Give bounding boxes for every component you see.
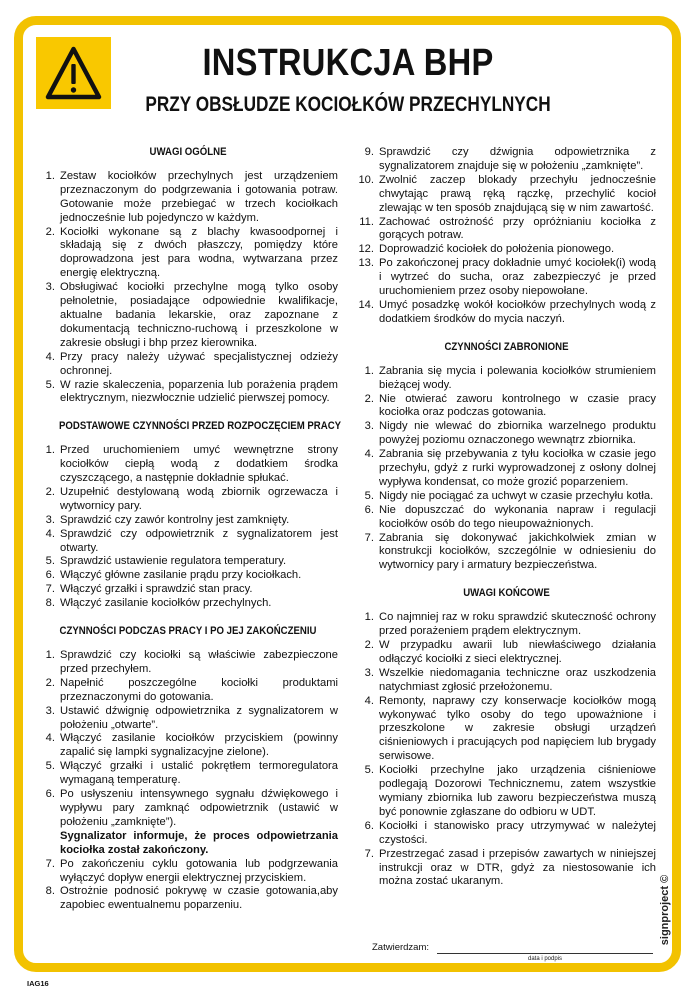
list-item: 4. Zabrania się przebywania z tyłu kociołka w czasie jego przechyłu, gdyż z rurki wyprowadzonej z osłony dolnej wypływa kondensat, co może grozić poparzeniem. (364, 448, 656, 488)
list-item: 6. Kociołki i stanowisko pracy utrzymywać w należytej czystości. (364, 819, 656, 846)
list-item: 7. Po zakończeniu cyklu gotowania lub podgrzewania wyłączyć dopływ energii elektrycznej przyciskiem. (45, 857, 338, 884)
list-item: 9. Sprawdzić czy dźwignia odpowietrznika z sygnalizatorem znajduje się w położeniu „zamknięte”. (364, 146, 656, 172)
list-item: 2. Kociołki wykonane są z blachy kwasoodpornej i składają się z dwóch płaszczy, pomiędzy które doprowadzona jest para wodna, wytwarzana przez energię elektryczną. (45, 225, 338, 280)
section-heading-general: UWAGI OGÓLNE (149, 146, 227, 158)
list-item: 3. Obsługiwać kociołki przechylne mogą tylko osoby pełnoletnie, posiadające odpowiednie kwalifikacje, aktualne badania lekarskie, oraz zapoznane z dokumentacją techniczno-ruchową i przeszkolone w zakresie obsługi i bhp przez kierownika. (45, 281, 338, 349)
list-item: 1. Zabrania się mycia i polewania kociołków strumieniem bieżącej wody. (364, 364, 656, 391)
list-item: 5. Sprawdzić ustawienie regulatora temperatury. (45, 555, 287, 568)
list-item: 3. Ustawić dźwignię odpowietrznika z sygnalizatorem w położeniu „otwarte”. (45, 704, 338, 731)
page-title: INSTRUKCJA BHP (202, 42, 494, 84)
list-item: 4. Przy pracy należy używać specjalistycznej odzieży ochronnej. (45, 350, 338, 377)
list-item: 3. Sprawdzić czy zawór kontrolny jest zamknięty. (45, 513, 290, 526)
list-item: 5. Włączyć grzałki i ustalić pokrętłem termoregulatora wymaganą temperaturę. (45, 760, 338, 787)
list-item: 5. Kociołki przechylne jako urządzenia ciśnieniowe podlegają Dozorowi Technicznemu, zatem wszystkie wymiany zbiornika lub zaworu bezpieczeństwa muszą być ponownie zgłaszane do odbioru w UDT. (364, 764, 656, 818)
list-item: 12. Doprowadzić kociołek do położenia pionowego. (358, 243, 615, 256)
list-item: 1. Przed uruchomieniem umyć wewnętrzne strony kociołków ciepłą wodą z dodatkiem środka czyszczącego, a następnie dokładnie spłukać. (45, 444, 338, 485)
list-item: 4. Włączyć zasilanie kociołków przyciskiem (powinny zapalić się lampki sygnalizacyjne zielone). (45, 732, 338, 759)
list-item: 2. W przypadku awarii lub niewłaściwego działania odłączyć kociołki z sieci elektrycznej. (364, 639, 656, 665)
list-item: 4. Sprawdzić czy odpowietrznik z sygnalizatorem jest otwarty. (45, 527, 338, 554)
brand-text: signproject © (659, 874, 671, 946)
list-item: 8. Ostrożnie podnosić pokrywę w czasie gotowania,aby zapobiec ewentualnemu poparzeniu. (45, 885, 338, 912)
list-item: 3. Nigdy nie wlewać do zbiornika warzelnego produktu powyżej poziomu oznaczonego wewnątrz zbiornika. (364, 420, 656, 447)
list-item: 13. Po zakończonej pracy dokładnie umyć kociołek(i) wodą i wytrzeć do sucha, oraz zabezpieczyć je przed uruchomieniem przez osoby niepowołane. (358, 257, 656, 298)
section-heading-before-work: PODSTAWOWE CZYNNOŚCI PRZED ROZPOCZĘCIEM PRACY (59, 420, 342, 433)
list-item: 6. Nie dopuszczać do wykonania napraw i regulacji kociołków osób do tego nieupoważnionych. (364, 503, 656, 530)
list-item: 2. Nie otwierać zaworu kontrolnego w czasie pracy kociołka oraz podczas gotowania. (364, 392, 656, 419)
final-list (357, 611, 656, 889)
bold-note: Sygnalizator informuje, że proces odpowietrzania kociołka został zakończony. (60, 829, 338, 856)
list-item: 8. Włączyć zasilanie kociołków przechylnych. (45, 597, 272, 610)
date-sign-label: data i podpis (528, 956, 563, 962)
list-item: 5. W razie skaleczenia, poparzenia lub porażenia prądem elektrycznym, niezwłocznie udzielić pierwszej pomocy. (45, 378, 338, 405)
list-item: 5. Nigdy nie pociągać za uchwyt w czasie przechyłu kotła. (364, 489, 654, 502)
section-heading-forbidden: CZYNNOŚCI ZABRONIONE (444, 340, 569, 353)
general-list (38, 170, 338, 406)
list-item: 2. Napełnić poszczególne kociołki produktami przeznaczonymi do gotowania. (45, 676, 338, 703)
list-item: 7. Przestrzegać zasad i przepisów zawartych w niniejszej instrukcji oraz w DTR, gdyż za niestosowanie ich można zostać ukaranym. (364, 847, 656, 888)
list-item: 7. Włączyć grzałki i sprawdzić stan pracy. (45, 583, 253, 596)
list-item: 1. Co najmniej raz w roku sprawdzić skuteczność ochrony przed porażeniem prądem elektrycznym. (364, 611, 656, 638)
left-column (38, 146, 342, 927)
list-item: 6. Włączyć główne zasilanie prądu przy kociołkach. (45, 569, 302, 582)
section-heading-during-work: CZYNNOŚCI PODCZAS PRACY I PO JEJ ZAKOŃCZENIU (59, 625, 317, 638)
list-item: 6. Po usłyszeniu intensywnego sygnału dźwiękowego i wypływu pary zamknąć odpowietrznik (ustawić w położeniu „zamknięte”). Sygnalizator informuje, że proces odpowietrzania kociołka został zakończony. (45, 788, 338, 856)
list-item: 4. Remonty, naprawy czy konserwacje kociołków mogą wykonywać tylko osoby do tego upoważnione i przeszkolone w zakresie obsługi urządzeń ciśnieniowych i pracujących pod napięciem lub brygady serwisowe. (364, 694, 656, 763)
page-subtitle: PRZY OBSŁUDZE KOCIOŁKÓW PRZECHYLNYCH (145, 93, 551, 116)
before-work-list (38, 444, 338, 611)
list-item: 7. Zabrania się dokonywać jakichkolwiek zmian w konstrukcji kociołków, szczególnie w odniesieniu do wytwornicy pary i armatury bezpieczeństwa. (364, 531, 656, 572)
list-item: 10. Zwolnić zaczep blokady przechyłu jednocześnie chwytając prawą ręką rączkę, przechylić kocioł zlewając w ten sposób znajdującą się w nim zawartość. (358, 173, 656, 214)
during-work-list (38, 649, 338, 913)
during-work-list-continued (357, 146, 656, 327)
warning-triangle-icon (36, 37, 111, 109)
approve-label: Zatwierdzam: (372, 942, 430, 953)
forbidden-list (357, 365, 656, 574)
list-item: 14. Umyć posadzkę wokół kociołków przechylnych wodą z dodatkiem środków do mycia naczyń. (358, 298, 656, 325)
section-heading-final: UWAGI KOŃCOWE (463, 587, 550, 600)
list-item: 1. Sprawdzić czy kociołki są właściwie zabezpieczone przed przechyłem. (45, 649, 338, 675)
brand-mark (658, 855, 672, 965)
right-column (357, 146, 656, 903)
document-code: IAG16 (27, 979, 49, 988)
list-item: 3. Wszelkie niedomagania techniczne oraz uszkodzenia natychmiast zgłosić przełożonemu. (364, 666, 656, 693)
list-item: 11. Zachować ostrożność przy opróżnianiu kociołka z gorących potraw. (359, 215, 656, 242)
list-item: 1. Zestaw kociołków przechylnych jest urządzeniem przeznaczonym do podgrzewania i gotowania potraw. Gotowanie może przebiegać w trzech kociołkach jednocześnie lub pojedynczo w każdym. (45, 169, 338, 224)
list-item: 2. Uzupełnić destylowaną wodą zbiornik ogrzewacza i wytwornicy pary. (45, 485, 338, 512)
warning-triangle-graphic (36, 37, 111, 109)
signature-line (437, 953, 653, 954)
